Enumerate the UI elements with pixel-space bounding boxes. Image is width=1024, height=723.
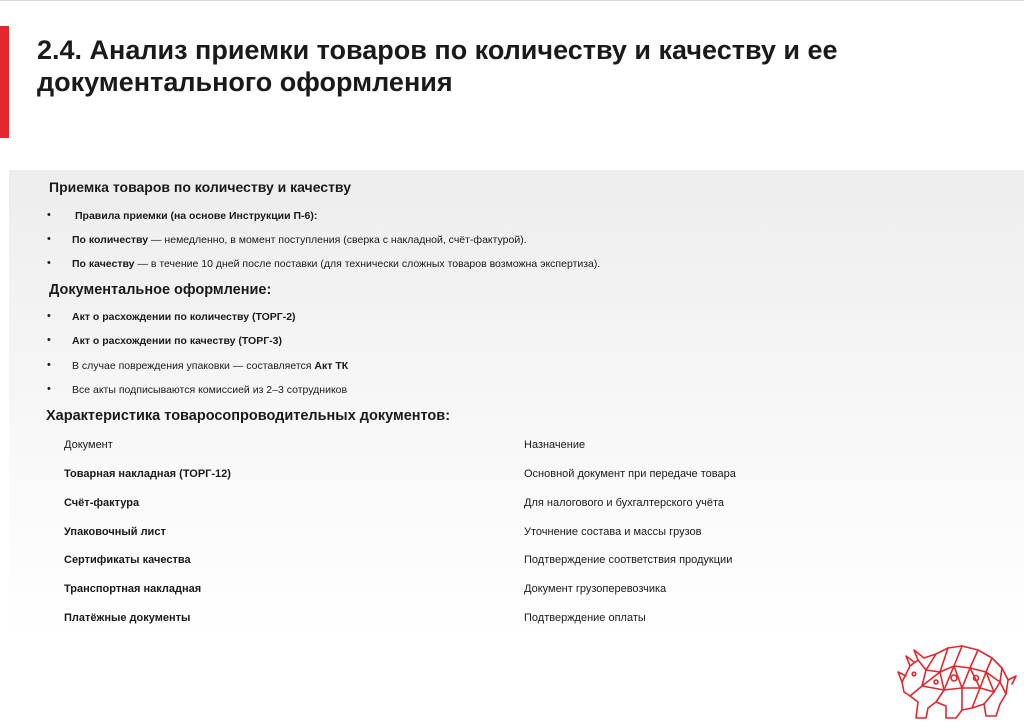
table-cell-document: Счёт-фактура [64, 497, 140, 509]
title-accent-bar [0, 26, 9, 138]
bullet-icon: • [47, 310, 51, 322]
bullet-icon: • [47, 334, 51, 346]
slide-title: 2.4. Анализ приемки товаров по количеству и качеству и ее документального оформления [37, 35, 838, 97]
top-border [0, 0, 1024, 1]
bullet-text: — немедленно, в момент поступления (сверка с накладной, счёт-фактурой). [148, 234, 527, 246]
bullet-text: В случае повреждения упаковки — составляется [72, 360, 315, 372]
bullet-bold-text: По количеству [72, 234, 149, 246]
table-cell-document: Сертификаты качества [64, 554, 191, 566]
table-cell-purpose: Подтверждение оплаты [524, 612, 646, 624]
table-cell-document: Платёжные документы [64, 612, 191, 624]
table-header-purpose: Назначение [524, 439, 586, 451]
section-heading-documents: Документальное оформление: [49, 282, 272, 298]
bullet-icon: • [47, 383, 51, 395]
table-cell-purpose: Документ грузоперевозчика [524, 583, 667, 595]
bullet-text: Все акты подписываются комиссией из 2–3 сотрудников [72, 384, 348, 396]
bullet-text: — в течение 10 дней после поставки (для технически сложных товаров возможна экспертиза). [134, 258, 601, 270]
table-cell-document: Транспортная накладная [64, 583, 202, 595]
section-heading-acceptance: Приемка товаров по количеству и качеству [49, 179, 351, 195]
bullet-bold-text: По качеству [72, 258, 135, 270]
bullet-icon: • [47, 209, 51, 221]
bullet-bold-text: Правила приемки (на основе Инструкции П-6): [75, 210, 318, 222]
table-cell-purpose: Основной документ при передаче товара [524, 468, 736, 480]
table-cell-purpose: Для налогового и бухгалтерского учёта [524, 497, 724, 509]
bullet-bold-text: Акт о расхождении по количеству (ТОРГ-2) [72, 311, 296, 323]
bullet-icon: • [47, 233, 51, 245]
bullet-bold-tail: Акт ТК [314, 360, 349, 372]
table-cell-document: Упаковочный лист [64, 526, 166, 538]
table-header-document: Документ [64, 439, 113, 451]
table-cell-purpose: Уточнение состава и массы грузов [524, 526, 702, 538]
bullet-icon: • [47, 359, 51, 371]
bullet-bold-text: Акт о расхождении по качеству (ТОРГ-3) [72, 335, 282, 347]
bullet-icon: • [47, 257, 51, 269]
table-cell-purpose: Подтверждение соответствия продукции [524, 554, 733, 566]
section-heading-characteristics: Характеристика товаросопроводительных документов: [46, 408, 451, 424]
table-cell-document: Товарная накладная (ТОРГ-12) [64, 468, 231, 480]
rhino-logo-icon [896, 636, 1020, 720]
